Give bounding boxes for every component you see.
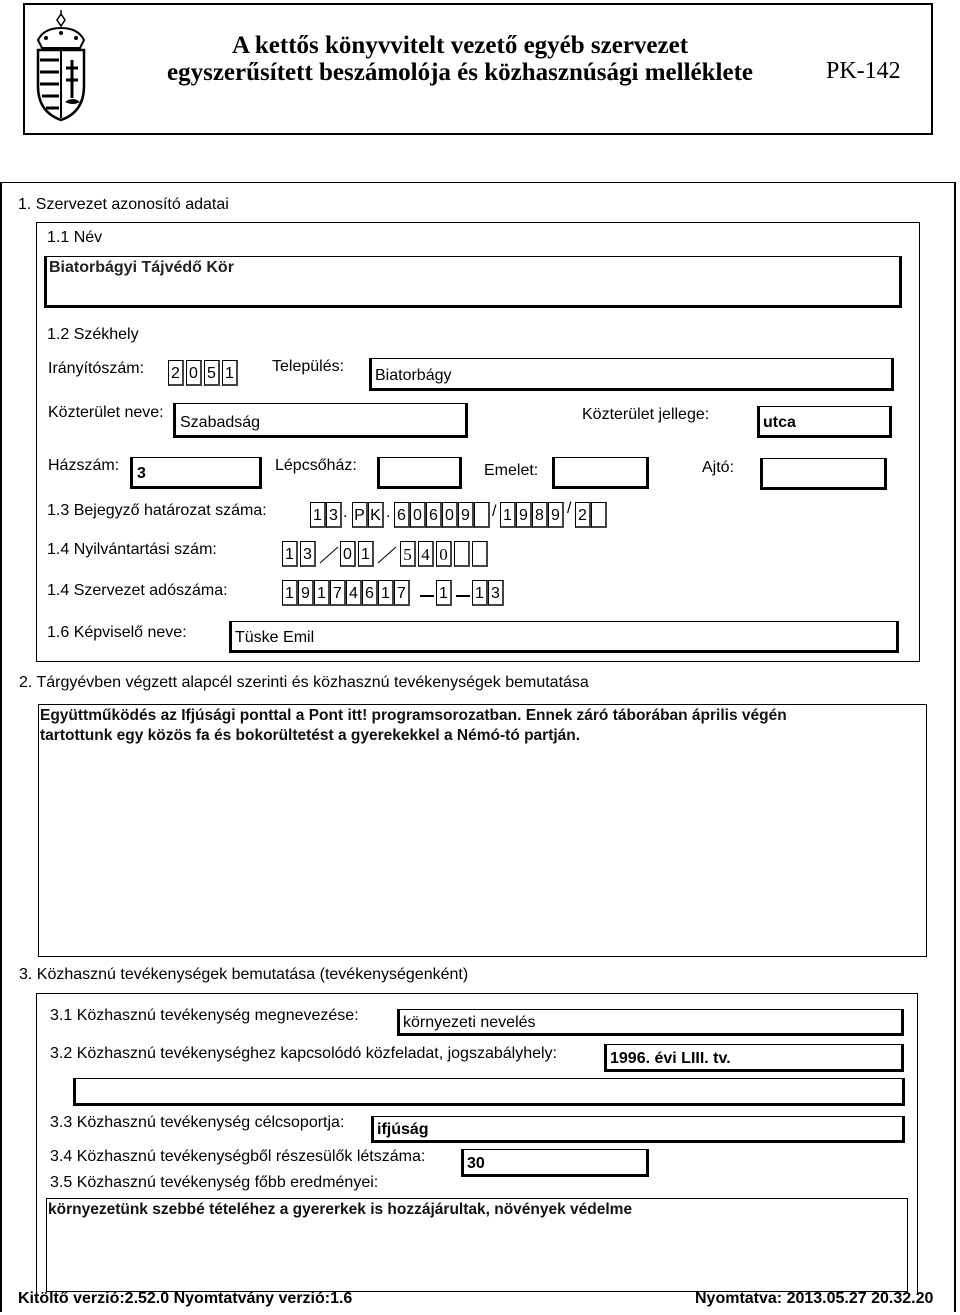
zip-field[interactable] [168,360,240,388]
court-digit: 1 [310,502,326,528]
law-value: 1996. évi LIII. tv. [610,1050,731,1067]
law-label: 3.2 Közhasznú tevékenységhez kapcsolódó közfeladat, jogszabályhely: [50,1045,557,1062]
footer-printed: Nyomtatva: 2013.05.27 20.32.20 [695,1290,934,1307]
court-digit: 9 [548,502,564,528]
tax-digit: 6 [362,580,378,606]
form-title-line1: A kettős könyvvitelt vezető egyéb szervezet [231,32,689,59]
results-label: 3.5 Közhasznú tevékenység főbb eredményei: [50,1174,379,1191]
form-title [100,32,820,86]
stair-label: Lépcsőház: [275,457,357,474]
name-value: Biatorbágyi Tájvédő Kör [49,259,234,276]
reg-separator-slash [376,543,398,565]
floor-label: Emelet: [484,462,539,479]
city-field[interactable] [369,358,894,391]
reg-label: 1.4 Nyilvántartási szám: [47,541,217,558]
reg-digit: 0 [436,541,452,567]
section2-textarea[interactable] [38,704,927,957]
house-field[interactable] [130,457,262,489]
court-digit: 6 [394,502,410,528]
name-field[interactable] [44,256,902,308]
tax-digit: 4 [346,580,362,606]
count-field[interactable] [461,1149,649,1177]
tax-separator-dash [456,595,470,597]
reg-digit: 5 [400,541,416,567]
section3-heading: 3. Közhasznú tevékenységek bemutatása (tevékenységenként) [19,966,469,983]
activity-label: 3.1 Közhasznú tevékenység megnevezése: [50,1007,359,1024]
footer-version: Kitöltő verzió:2.52.0 Nyomtatvány verzió:1.6 [18,1290,353,1307]
reg-digit: 4 [418,541,434,567]
court-digit [591,502,607,528]
rep-field[interactable] [229,621,899,653]
zip-digit: 1 [222,360,238,386]
reg-digit: 1 [358,541,374,567]
law-field-continuation[interactable] [73,1078,905,1106]
street-field[interactable] [173,403,468,438]
reg-number-field[interactable] [282,541,502,569]
court-digit: 2 [575,502,591,528]
street-type-value: utca [763,414,796,431]
section2-text-line1: Együttműködés az Ifjúsági ponttal a Pont itt! programsorozatban. Ennek záró táborában április végén [40,707,787,724]
tax-separator-dash [420,595,434,597]
court-separator-slash: / [567,500,572,517]
reg-separator-slash [318,543,340,565]
court-number-field[interactable] [310,502,620,530]
street-type-field[interactable] [757,406,892,438]
court-letter: K [368,502,384,528]
court-separator-dot: . [386,504,391,521]
reg-digit: 1 [282,541,298,567]
section2-heading: 2. Tárgyévben végzett alapcél szerinti és közhasznú tevékenységek bemutatása [19,674,589,691]
results-value: környezetünk szebbé tételéhez a gyererkek is hozzájárultak, növények védelme [48,1201,633,1218]
hungarian-coat-of-arms-icon [30,10,92,126]
zip-digit: 2 [168,360,184,386]
door-field[interactable] [760,458,887,490]
tax-digit: 3 [488,580,504,606]
count-label: 3.4 Közhasznú tevékenységből részesülők létszáma: [50,1148,426,1165]
reg-digit [454,541,470,567]
court-separator-slash: / [492,503,497,520]
rep-value: Tüske Emil [235,629,315,646]
section1-heading: 1. Szervezet azonosító adatai [18,196,229,213]
court-letter: P [352,502,368,528]
court-digit: 6 [426,502,442,528]
tax-digit: 7 [394,580,410,606]
court-digit: 9 [458,502,474,528]
reg-digit [472,541,488,567]
court-digit: 0 [442,502,458,528]
court-digit: 9 [516,502,532,528]
reg-digit: 0 [340,541,356,567]
city-value: Biatorbágy [375,367,452,384]
name-label: 1.1 Név [47,229,103,246]
tax-number-field[interactable] [282,580,512,608]
tax-digit: 1 [314,580,330,606]
activity-value: környezeti nevelés [403,1014,536,1031]
zip-digit: 0 [186,360,202,386]
street-label: Közterület neve: [48,404,164,421]
court-digit: 0 [410,502,426,528]
form-code: PK-142 [826,58,901,84]
zip-label: Irányítószám: [48,360,145,377]
court-digit [474,502,490,528]
city-label: Település: [272,358,345,375]
court-digit: 8 [532,502,548,528]
rep-label: 1.6 Képviselő neve: [47,624,187,641]
court-separator-dot: . [343,504,348,521]
tax-digit: 9 [298,580,314,606]
results-textarea[interactable] [46,1198,908,1292]
court-digit: 1 [500,502,516,528]
activity-field[interactable] [397,1009,904,1036]
zip-digit: 5 [204,360,220,386]
target-label: 3.3 Közhasznú tevékenység célcsoportja: [50,1114,345,1131]
tax-digit: 1 [472,580,488,606]
door-label: Ajtó: [702,459,735,476]
tax-digit: 1 [378,580,394,606]
court-digit: 3 [326,502,342,528]
reg-digit: 3 [300,541,316,567]
law-field[interactable] [604,1044,904,1072]
form-title-line2: egyszerűsített beszámolója és közhasznúsági melléklete [167,59,753,86]
tax-digit: 1 [282,580,298,606]
target-field[interactable] [371,1116,905,1143]
street-value: Szabadság [180,414,261,431]
count-value: 30 [467,1155,485,1172]
target-value: ifjúság [377,1121,429,1138]
stair-field[interactable] [377,457,462,489]
house-value: 3 [137,465,146,482]
house-label: Házszám: [48,457,120,474]
seat-label: 1.2 Székhely [47,326,139,343]
tax-label: 1.4 Szervezet adószáma: [47,582,228,599]
court-label: 1.3 Bejegyző határozat száma: [47,502,267,519]
tax-digit: 7 [330,580,346,606]
tax-digit: 1 [436,580,452,606]
section2-text-line2: tartottunk egy közös fa és bokorültetést a gyerekekkel a Némó-tó partján. [40,727,581,744]
floor-field[interactable] [552,457,649,489]
street-type-label: Közterület jellege: [582,406,710,423]
